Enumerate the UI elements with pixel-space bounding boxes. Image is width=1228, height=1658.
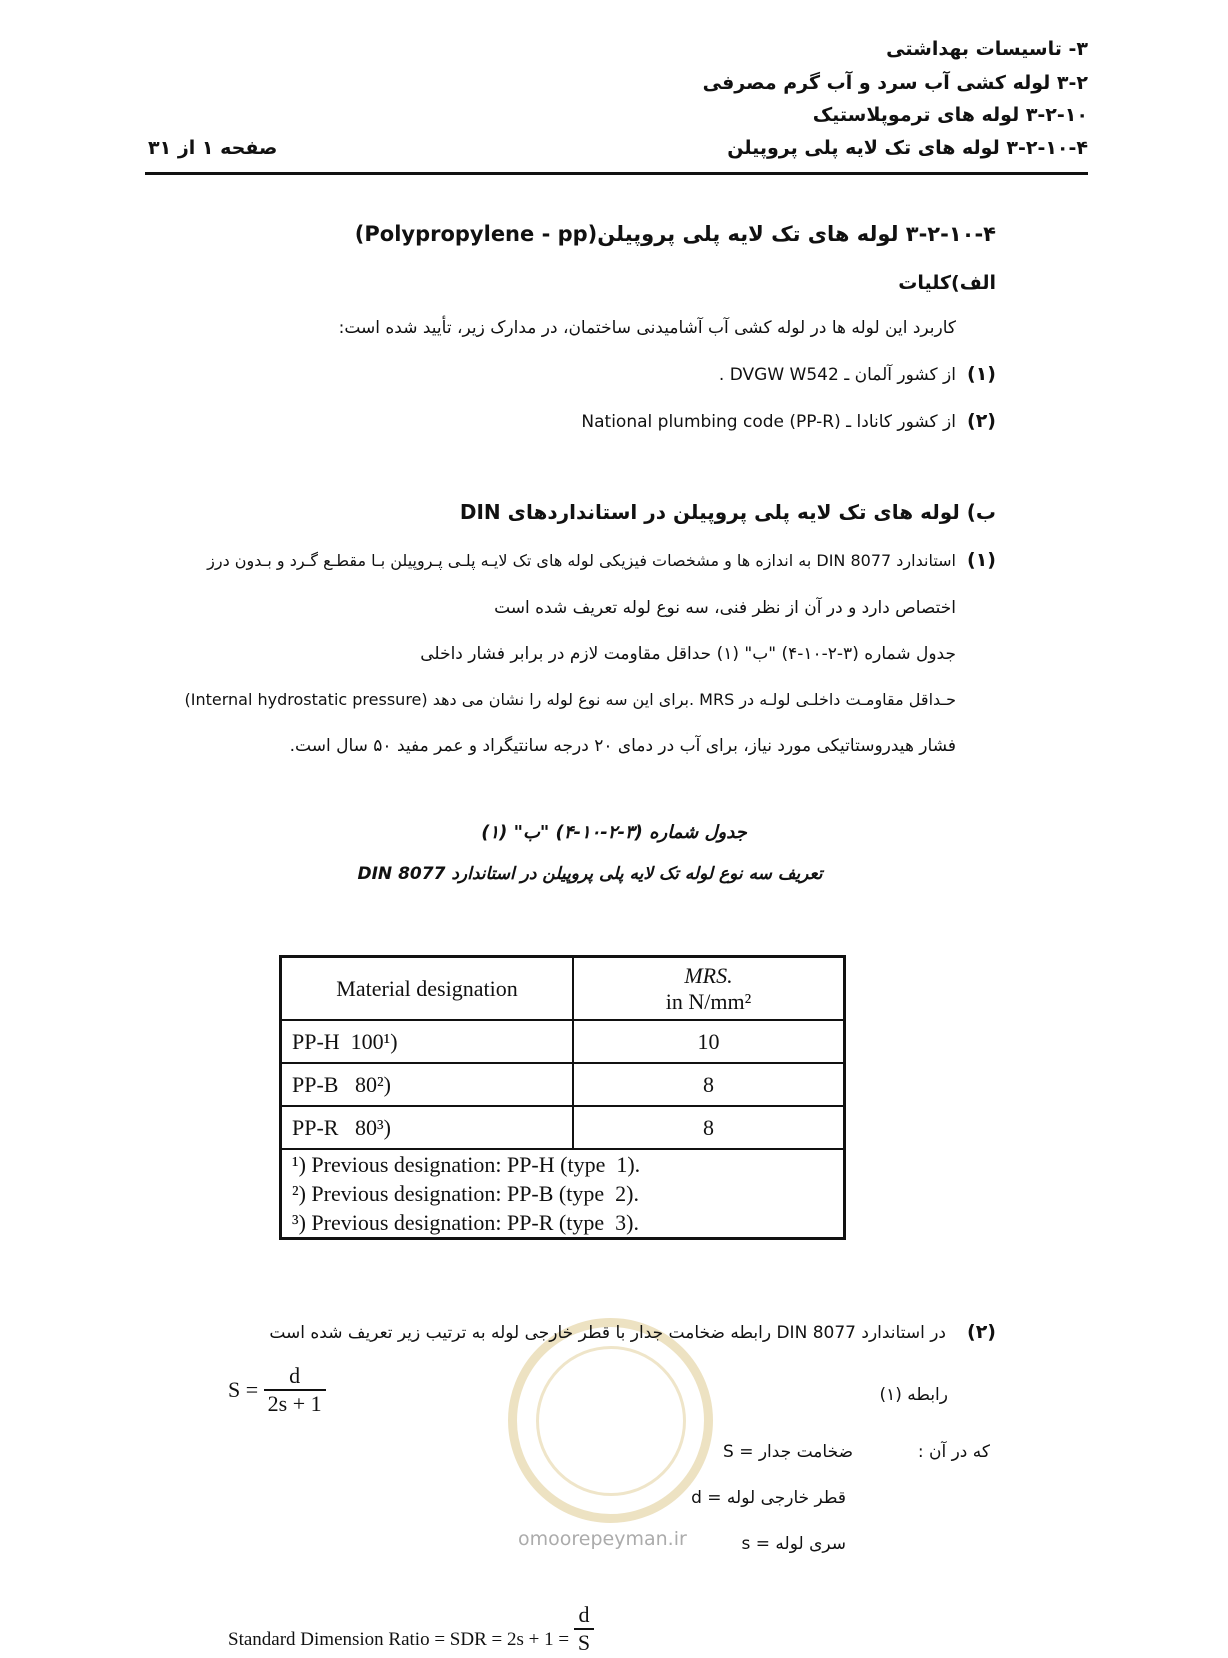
section-title: ۳-۲-۱۰-۴ لوله های تک لایه پلی پروپیلن(Polypropylene - pp) <box>354 222 996 246</box>
mrs-cell: 8 <box>573 1106 845 1149</box>
mrs-cell: 10 <box>573 1020 845 1063</box>
watermark-text: omoorepeyman.ir <box>518 1528 687 1550</box>
part-b-item-1-line-1: استاندارد DIN 8077 به اندازه ها و مشخصات فیزیکی لوله های تک لایـه پلـی پـروپیلن بـا مقطـع گـرد و بـدون درز <box>207 551 956 570</box>
definition-d: d = قطر خارجی لوله <box>691 1488 846 1508</box>
part-b-item-1-line-2: اختصاص دارد و در آن از نظر فنی، سه نوع لوله تعریف شده است <box>494 598 956 618</box>
formula-1-fraction <box>264 1363 326 1417</box>
header-line-3: ۳-۲-۱۰ لوله های ترموپلاستیک <box>812 104 1088 126</box>
part-b-item-1-line-3: جدول شماره (۳-۲-۱۰-۴) "ب" (۱) حداقل مقاومت لازم در برابر فشار داخلی <box>420 644 956 664</box>
formula-1-numerator: d <box>289 1363 301 1388</box>
part-a-intro: کاربرد این لوله ها در لوله کشی آب آشامیدنی ساختمان، در مدارک زیر، تأیید شده است: <box>338 318 956 338</box>
formula-1 <box>228 1363 326 1417</box>
material-cell: PP-R 80³) <box>281 1106 574 1149</box>
part-a-item-1-text: از کشور آلمان ـ DVGW W542 . <box>718 365 956 385</box>
mrs-cell: 8 <box>573 1063 845 1106</box>
mrs-table <box>279 955 846 1240</box>
header-mrs-line-1: MRS. <box>684 962 733 988</box>
part-b-item-1-number: (۱) <box>967 549 996 571</box>
part-a-item-1-number: (۱) <box>967 363 996 385</box>
table-row <box>281 1063 845 1106</box>
table-note: ³) Previous designation: PP-R (type 3). <box>292 1210 639 1235</box>
header-mrs <box>573 957 845 1021</box>
page-info: صفحه ۱ از ۳۱ <box>148 137 278 159</box>
table-note: ²) Previous designation: PP-B (type 2). <box>292 1181 639 1206</box>
watermark-seal-inner-icon <box>536 1346 686 1496</box>
table-caption-line-2: تعریف سه نوع لوله تک لایه پلی پروپیلن در استاندارد DIN 8077 <box>357 864 823 884</box>
header-line-1: ۳- تاسیسات بهداشتی <box>886 38 1088 60</box>
part-a-item-2-number: (۲) <box>967 410 996 432</box>
part-b-item-1-line-5: فشار هیدروستاتیکی مورد نیاز، برای آب در دمای ۲۰ درجه سانتیگراد و عمر مفید ۵۰ سال است. <box>289 736 956 756</box>
table-notes <box>281 1149 845 1239</box>
table-row <box>281 1106 845 1149</box>
table-note: ¹) Previous designation: PP-H (type 1). <box>292 1152 641 1177</box>
formula-1-denominator: 2s + 1 <box>264 1389 326 1417</box>
table-caption-line-1: جدول شماره (۳-۲-۱۰-۴) "ب" (۱) <box>481 822 747 843</box>
part-b-item-1-line-4: (Internal hydrostatic pressure) برای این سه نوع لوله را نشان می دهد. MRS حـداقل مقاومـت داخلـی لولـه در <box>184 690 956 709</box>
header-rule <box>145 172 1088 175</box>
part-b-title: ب) لوله های تک لایه پلی پروپیلن در استانداردهای DIN <box>459 500 996 524</box>
header-material-designation: Material designation <box>281 957 574 1021</box>
material-cell: PP-B 80²) <box>281 1063 574 1106</box>
part-a-item-2-text: از کشور کانادا ـ National plumbing code (PP-R) <box>581 412 956 432</box>
header-line-2: ۳-۲ لوله کشی آب سرد و آب گرم مصرفی <box>702 72 1088 94</box>
part-b-item-2-text: در استاندارد DIN 8077 رابطه ضخامت جدار با قطر خارجی لوله به ترتیب زیر تعریف شده است <box>269 1323 946 1343</box>
sdr-formula <box>228 1602 594 1650</box>
header-mrs-line-2: in N/mm² <box>665 988 752 1014</box>
definition-S: S = ضخامت جدار <box>723 1442 853 1462</box>
sdr-numerator: d <box>578 1602 590 1627</box>
formula-1-lhs: S = <box>228 1377 259 1402</box>
part-a-title: الف)کلیات <box>898 272 996 294</box>
relation-label: رابطه (۱) <box>879 1385 948 1405</box>
sdr-denominator: S <box>574 1628 594 1650</box>
table-header-row <box>281 957 845 1021</box>
table-row <box>281 1020 845 1063</box>
part-b-item-2-number: (۲) <box>967 1321 996 1343</box>
sdr-fraction <box>574 1602 594 1650</box>
table-notes-row <box>281 1149 845 1239</box>
material-cell: PP-H 100¹) <box>281 1020 574 1063</box>
where-label: که در آن : <box>917 1442 990 1462</box>
definition-s: s = سری لوله <box>741 1534 846 1554</box>
header-line-4: ۳-۲-۱۰-۴ لوله های تک لایه پلی پروپیلن <box>727 137 1088 159</box>
sdr-lhs: Standard Dimension Ratio = SDR = 2s + 1 = <box>228 1629 570 1650</box>
